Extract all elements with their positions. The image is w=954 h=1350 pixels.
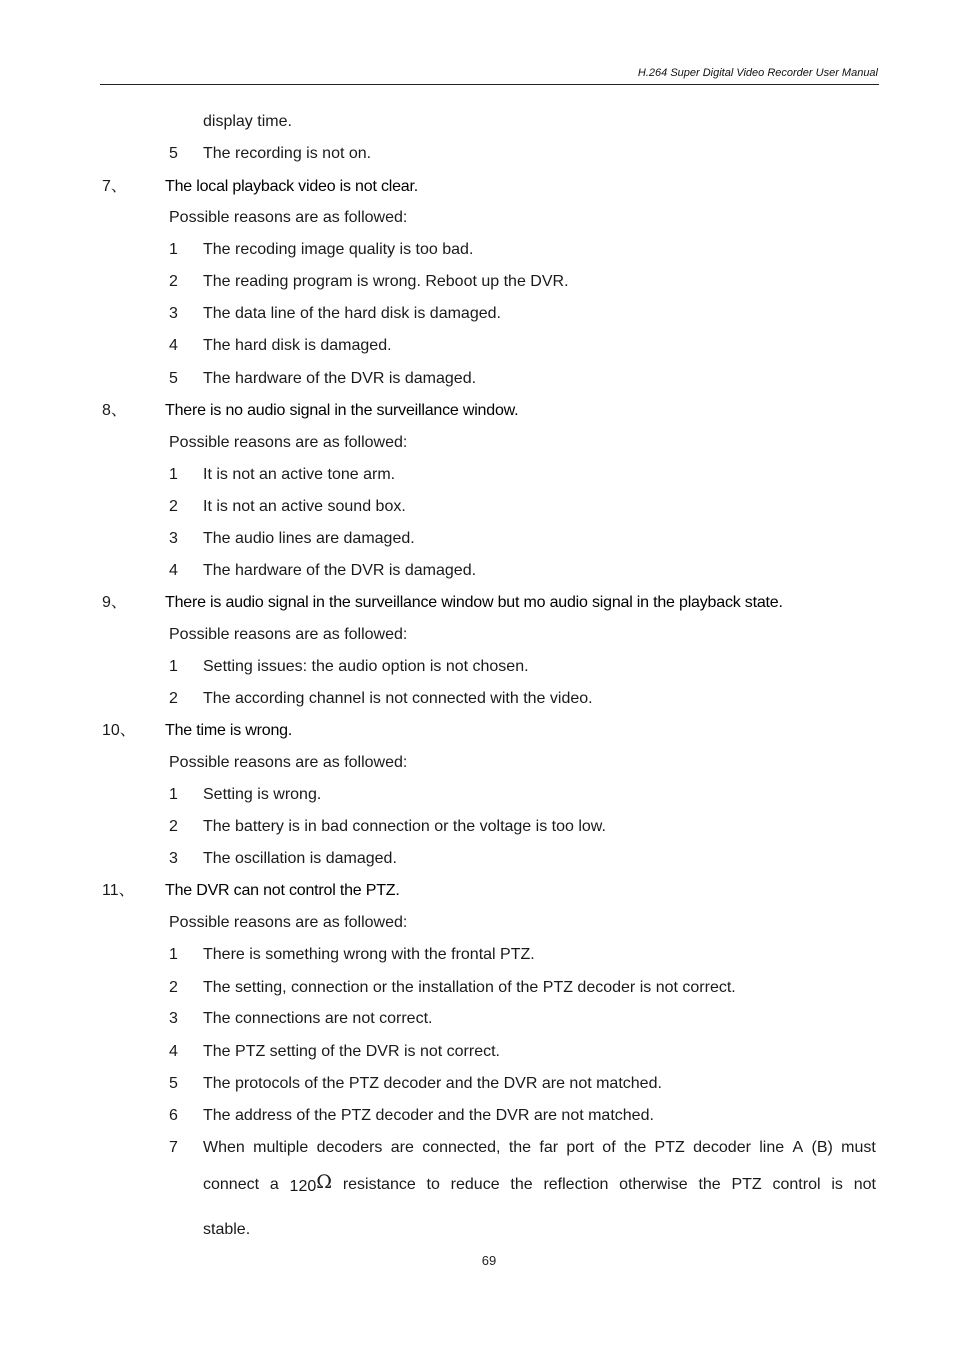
justified-line-2	[203, 1171, 876, 1197]
word: the	[623, 1139, 647, 1156]
list-item-text: There is something wrong with the frontal PTZ.	[203, 946, 535, 963]
list-item-text: The hard disk is damaged.	[203, 337, 392, 354]
list-item-text: The protocols of the PTZ decoder and the DVR are not matched.	[203, 1075, 662, 1092]
word: otherwise	[619, 1176, 688, 1193]
section-title: The local playback video is not clear.	[165, 178, 418, 195]
list-item-number: 5	[169, 370, 178, 387]
word: is	[831, 1176, 843, 1193]
word: reduce	[450, 1176, 500, 1193]
list-item-number: 4	[169, 562, 178, 579]
list-item-number: 3	[169, 1010, 178, 1027]
word: the	[510, 1176, 533, 1193]
list-item-number: 4	[169, 1043, 178, 1060]
list-item-text: The data line of the hard disk is damaged.	[203, 305, 501, 322]
list-item-text: The according channel is not connected with the video.	[203, 690, 593, 707]
continuation-text: display time.	[203, 113, 292, 130]
word: decoder	[693, 1139, 751, 1156]
section-number: 11、	[102, 882, 135, 899]
section-intro: Possible reasons are as followed:	[169, 626, 408, 643]
word: PTZ	[731, 1176, 762, 1193]
list-item-text: Setting issues: the audio option is not chosen.	[203, 658, 529, 675]
word: When	[203, 1139, 245, 1156]
page-number: 69	[481, 1253, 497, 1268]
list-item-number: 2	[169, 979, 178, 996]
section-intro: Possible reasons are as followed:	[169, 434, 408, 451]
word: multiple	[253, 1139, 309, 1156]
header-divider	[100, 84, 879, 85]
justified-line-1	[203, 1138, 876, 1158]
list-item-number: 2	[169, 273, 178, 290]
section-number: 10、	[102, 722, 136, 739]
list-item-number: 1	[169, 786, 178, 803]
word: not	[853, 1176, 876, 1193]
list-item-number: 1	[169, 241, 178, 258]
section-intro: Possible reasons are as followed:	[169, 914, 408, 931]
section-title: There is no audio signal in the surveillance window.	[165, 402, 519, 419]
list-item-text: It is not an active tone arm.	[203, 466, 396, 483]
word: must	[841, 1139, 876, 1156]
omega-symbol: Ω	[316, 1171, 333, 1193]
list-item-number: 1	[169, 946, 178, 963]
word: A	[792, 1139, 804, 1156]
section-intro: Possible reasons are as followed:	[169, 754, 408, 771]
list-item-number: 5	[169, 1075, 178, 1092]
list-item-number: 7	[169, 1139, 178, 1156]
list-item-text: The connections are not correct.	[203, 1010, 433, 1027]
word: connect	[203, 1176, 260, 1193]
list-item-number: 2	[169, 690, 178, 707]
list-item-number: 4	[169, 337, 178, 354]
list-item-number: 1	[169, 466, 178, 483]
word: are	[390, 1139, 414, 1156]
word: line	[759, 1139, 785, 1156]
list-item-number: 3	[169, 530, 178, 547]
list-item-text: The audio lines are damaged.	[203, 530, 415, 547]
resistance-number: 120	[289, 1178, 317, 1195]
word: the	[508, 1139, 532, 1156]
list-item-number: 3	[169, 305, 178, 322]
list-item-number: 5	[169, 145, 178, 162]
list-item-text: Setting is wrong.	[203, 786, 322, 803]
word: decoders	[316, 1139, 383, 1156]
list-item-text: The battery is in bad connection or the voltage is too low.	[203, 818, 606, 835]
word: resistance	[342, 1176, 416, 1193]
section-number: 7、	[102, 178, 127, 195]
word: of	[602, 1139, 616, 1156]
word: the	[698, 1176, 721, 1193]
resistance-value	[289, 1171, 333, 1197]
list-item-text: The PTZ setting of the DVR is not correct.	[203, 1043, 500, 1060]
word: PTZ	[654, 1139, 685, 1156]
section-intro: Possible reasons are as followed:	[169, 209, 408, 226]
section-number: 8、	[102, 402, 127, 419]
list-item-number: 2	[169, 818, 178, 835]
word: (B)	[811, 1139, 833, 1156]
word: reflection	[543, 1176, 609, 1193]
list-item-number: 2	[169, 498, 178, 515]
list-item-text: It is not an active sound box.	[203, 498, 406, 515]
word: a	[269, 1176, 279, 1193]
section-number: 9、	[102, 594, 127, 611]
list-item-text: The hardware of the DVR is damaged.	[203, 562, 477, 579]
list-item-number: 6	[169, 1107, 178, 1124]
list-item-text: The oscillation is damaged.	[203, 850, 397, 867]
word: port	[566, 1139, 594, 1156]
section-title: There is audio signal in the surveillance window but mo audio signal in the playback state.	[165, 594, 783, 611]
word: far	[539, 1139, 559, 1156]
list-item-number: 1	[169, 658, 178, 675]
list-item-text: The hardware of the DVR is damaged.	[203, 370, 477, 387]
word: to	[426, 1176, 440, 1193]
list-item-text: stable.	[203, 1221, 251, 1238]
running-header-title: H.264 Super Digital Video Recorder User Manual	[637, 67, 878, 79]
list-item-number: 3	[169, 850, 178, 867]
list-item-text: The setting, connection or the installation of the PTZ decoder is not correct.	[203, 979, 736, 996]
section-title: The time is wrong.	[165, 722, 293, 739]
word: connected,	[422, 1139, 501, 1156]
list-item-text: The reading program is wrong. Reboot up the DVR.	[203, 273, 569, 290]
section-title: The DVR can not control the PTZ.	[165, 882, 400, 899]
list-item-text: The recoding image quality is too bad.	[203, 241, 474, 258]
list-item-text: The recording is not on.	[203, 145, 372, 162]
word: control	[772, 1176, 821, 1193]
list-item-text: The address of the PTZ decoder and the DVR are not matched.	[203, 1107, 654, 1124]
